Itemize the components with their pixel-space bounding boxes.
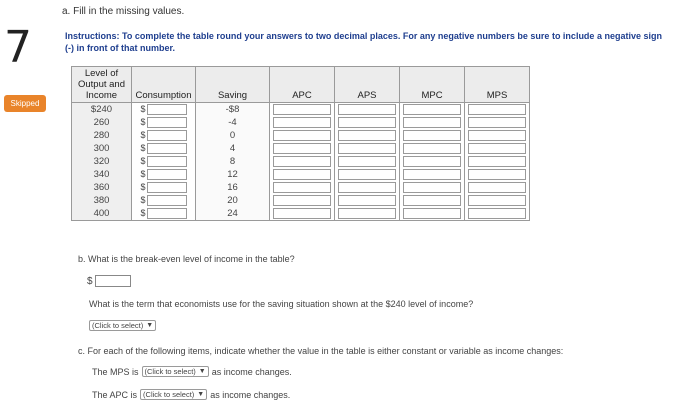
break-even-answer-row [87, 275, 131, 287]
dollar-sign: $ [140, 117, 146, 127]
income-cell: $240 [72, 103, 132, 117]
aps-cell [335, 116, 400, 129]
saving-cell: 12 [196, 168, 270, 181]
aps-cell [335, 168, 400, 181]
mpc-input[interactable] [403, 117, 461, 128]
mps-input[interactable] [468, 156, 526, 167]
mpc-input[interactable] [403, 104, 461, 115]
mps-input[interactable] [468, 143, 526, 154]
mps-cell [465, 116, 530, 129]
apc-cell [270, 181, 335, 194]
consumption-input[interactable] [147, 169, 187, 180]
header-income: Level of Output and Income [72, 67, 132, 103]
income-cell: 400 [72, 207, 132, 221]
mpc-cell [400, 155, 465, 168]
header-apc: APC [270, 67, 335, 103]
mps-input[interactable] [468, 195, 526, 206]
saving-cell: -$8 [196, 103, 270, 117]
mps-input[interactable] [468, 169, 526, 180]
mps-select-dropdown[interactable]: (Click to select) ▼ [142, 366, 209, 377]
aps-input[interactable] [338, 208, 396, 219]
table-row [72, 181, 530, 194]
saving-cell: 4 [196, 142, 270, 155]
mpc-cell [400, 168, 465, 181]
consumption-saving-table [71, 66, 530, 221]
mpc-input[interactable] [403, 195, 461, 206]
aps-input[interactable] [338, 143, 396, 154]
aps-input[interactable] [338, 182, 396, 193]
mps-input[interactable] [468, 104, 526, 115]
mpc-cell [400, 103, 465, 117]
aps-input[interactable] [338, 104, 396, 115]
apc-input[interactable] [273, 169, 331, 180]
aps-cell [335, 129, 400, 142]
dollar-sign: $ [140, 143, 146, 153]
apc-statement: The APC is (Click to select) ▼ as income changes. [92, 389, 291, 400]
mps-cell [465, 155, 530, 168]
aps-cell [335, 207, 400, 221]
aps-cell [335, 181, 400, 194]
table-row [72, 129, 530, 142]
apc-input[interactable] [273, 104, 331, 115]
mpc-cell [400, 116, 465, 129]
mps-cell [465, 129, 530, 142]
dollar-sign: $ [140, 195, 146, 205]
table-row [72, 142, 530, 155]
mps-input[interactable] [468, 182, 526, 193]
mpc-cell [400, 194, 465, 207]
mpc-input[interactable] [403, 169, 461, 180]
mps-input[interactable] [468, 208, 526, 219]
consumption-input[interactable] [147, 156, 187, 167]
apc-cell [270, 194, 335, 207]
aps-cell [335, 142, 400, 155]
mps-cell [465, 168, 530, 181]
mps-input[interactable] [468, 130, 526, 141]
apc-input[interactable] [273, 182, 331, 193]
apc-cell [270, 207, 335, 221]
table-row [72, 116, 530, 129]
chevron-down-icon: ▼ [197, 391, 205, 398]
saving-cell: -4 [196, 116, 270, 129]
dollar-sign: $ [140, 169, 146, 179]
consumption-cell [132, 181, 196, 194]
mpc-cell [400, 142, 465, 155]
consumption-cell [132, 103, 196, 117]
mps-cell [465, 207, 530, 221]
consumption-cell [132, 129, 196, 142]
consumption-input[interactable] [147, 182, 187, 193]
header-consumption: Consumption [132, 67, 196, 103]
saving-cell: 8 [196, 155, 270, 168]
instructions-text: Instructions: To complete the table round your answers to two decimal places. For any negative numbers be sure to include a negative sign (-) in front of that number. [65, 31, 662, 53]
consumption-cell [132, 155, 196, 168]
apc-cell [270, 142, 335, 155]
dollar-sign: $ [140, 156, 146, 166]
apc-input[interactable] [273, 208, 331, 219]
consumption-input[interactable] [147, 117, 187, 128]
income-cell: 280 [72, 129, 132, 142]
apc-select-dropdown[interactable]: (Click to select) ▼ [140, 389, 207, 400]
apc-input[interactable] [273, 195, 331, 206]
aps-cell [335, 155, 400, 168]
chevron-down-icon: ▼ [198, 368, 206, 375]
apc-cell [270, 168, 335, 181]
mpc-input[interactable] [403, 208, 461, 219]
income-cell: 380 [72, 194, 132, 207]
break-even-input[interactable] [95, 275, 131, 287]
consumption-input[interactable] [147, 208, 187, 219]
mpc-input[interactable] [403, 156, 461, 167]
aps-input[interactable] [338, 117, 396, 128]
table-row [72, 103, 530, 117]
consumption-cell [132, 142, 196, 155]
income-cell: 300 [72, 142, 132, 155]
table-row [72, 155, 530, 168]
aps-cell [335, 103, 400, 117]
income-cell: 340 [72, 168, 132, 181]
aps-input[interactable] [338, 195, 396, 206]
apc-input[interactable] [273, 130, 331, 141]
apc-cell [270, 116, 335, 129]
mpc-cell [400, 181, 465, 194]
mpc-input[interactable] [403, 143, 461, 154]
part-c-question: c. For each of the following items, indicate whether the value in the table is either constant or variable as income changes: [78, 346, 564, 356]
consumption-cell [132, 207, 196, 221]
table-row [72, 207, 530, 221]
mpc-input[interactable] [403, 130, 461, 141]
mpc-input[interactable] [403, 182, 461, 193]
consumption-cell [132, 168, 196, 181]
saving-cell: 0 [196, 129, 270, 142]
apc-cell [270, 103, 335, 117]
table-row [72, 168, 530, 181]
apc-cell [270, 155, 335, 168]
saving-cell: 20 [196, 194, 270, 207]
mpc-cell [400, 207, 465, 221]
part-a-label: a. Fill in the missing values. [62, 6, 185, 17]
consumption-cell [132, 116, 196, 129]
term-select-dropdown[interactable]: (Click to select) ▼ [89, 320, 156, 331]
income-cell: 320 [72, 155, 132, 168]
chevron-down-icon: ▼ [146, 322, 154, 329]
consumption-input[interactable] [147, 195, 187, 206]
mps-cell [465, 194, 530, 207]
consumption-input[interactable] [147, 130, 187, 141]
mps-cell [465, 142, 530, 155]
header-mps: MPS [465, 67, 530, 103]
header-mpc: MPC [400, 67, 465, 103]
apc-input[interactable] [273, 143, 331, 154]
header-aps: APS [335, 67, 400, 103]
table-row [72, 194, 530, 207]
apc-cell [270, 129, 335, 142]
saving-cell: 16 [196, 181, 270, 194]
dollar-sign: $ [140, 208, 146, 218]
consumption-input[interactable] [147, 104, 187, 115]
dollar-sign: $ [87, 275, 93, 287]
mps-cell [465, 181, 530, 194]
header-saving: Saving [196, 67, 270, 103]
apc-input[interactable] [273, 156, 331, 167]
income-cell: 260 [72, 116, 132, 129]
dollar-sign: $ [140, 182, 146, 192]
aps-input[interactable] [338, 130, 396, 141]
consumption-input[interactable] [147, 143, 187, 154]
aps-input[interactable] [338, 156, 396, 167]
skipped-badge: Skipped [4, 95, 46, 112]
dollar-sign: $ [140, 104, 146, 114]
question-number: 7 [4, 22, 32, 73]
income-cell: 360 [72, 181, 132, 194]
mps-input[interactable] [468, 117, 526, 128]
term-question: What is the term that economists use for the saving situation shown at the $240 level of income? [89, 299, 474, 309]
apc-input[interactable] [273, 117, 331, 128]
aps-cell [335, 194, 400, 207]
mps-statement: The MPS is (Click to select) ▼ as income changes. [92, 366, 292, 377]
mps-cell [465, 103, 530, 117]
dollar-sign: $ [140, 130, 146, 140]
saving-cell: 24 [196, 207, 270, 221]
aps-input[interactable] [338, 169, 396, 180]
consumption-cell [132, 194, 196, 207]
mpc-cell [400, 129, 465, 142]
part-b-question: b. What is the break-even level of income in the table? [78, 254, 295, 264]
